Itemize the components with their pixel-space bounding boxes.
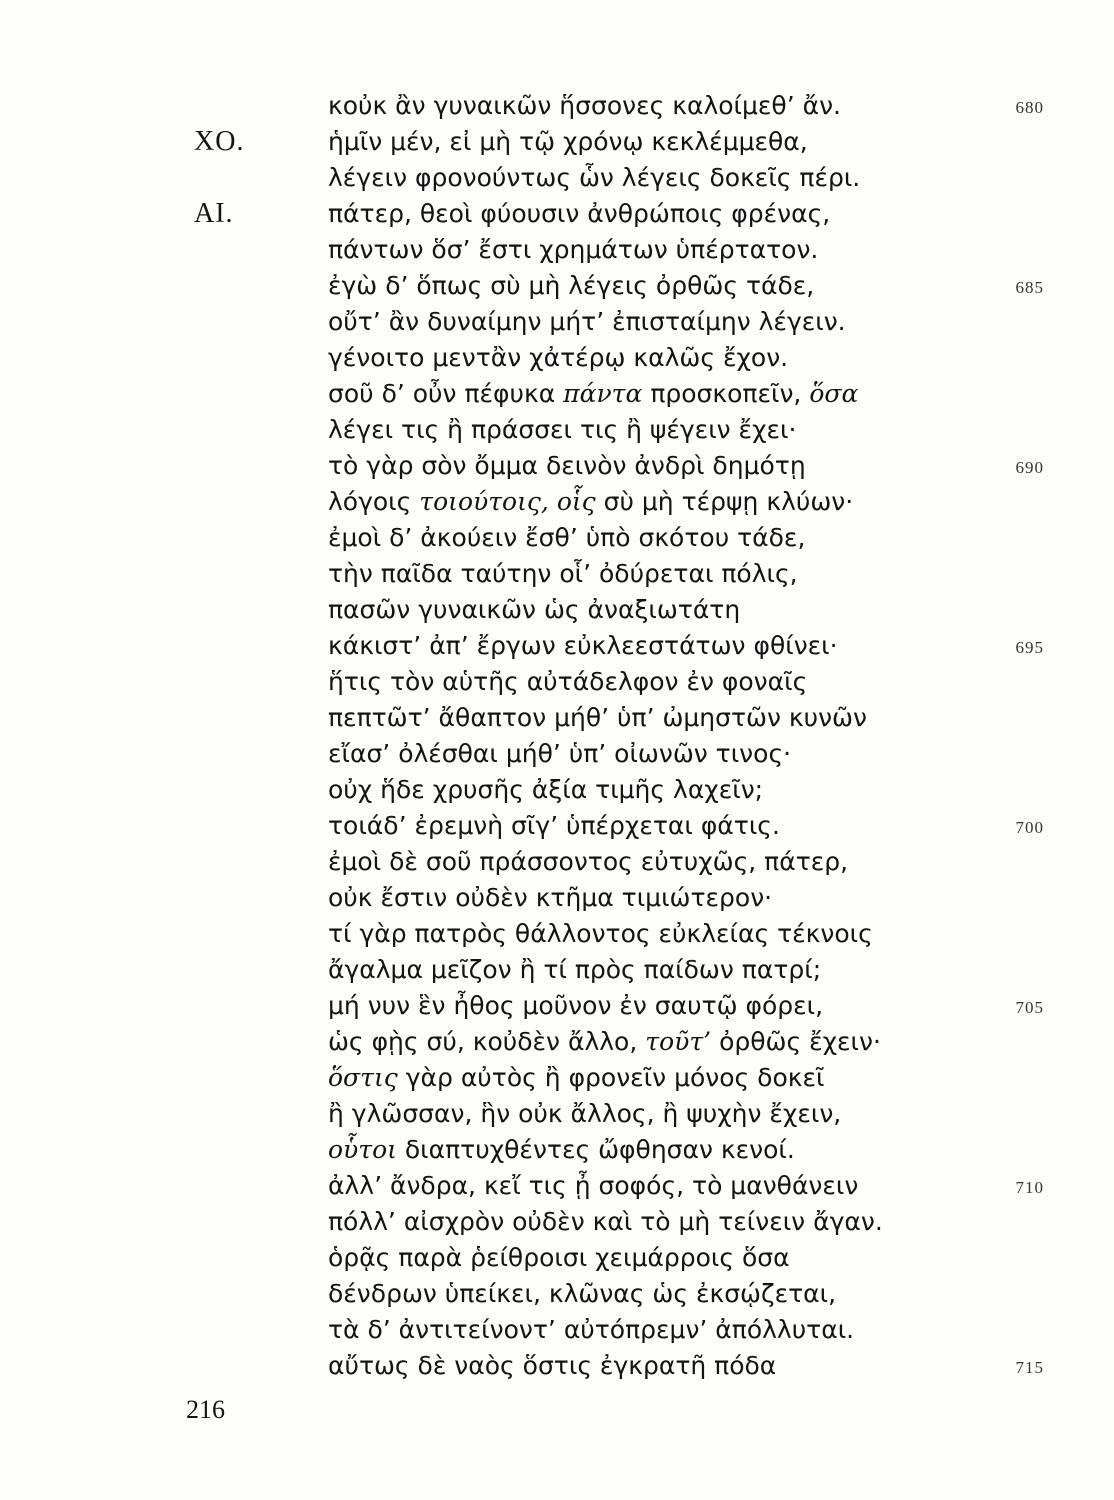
verse-line [0,88,1114,124]
verse-text: πασῶν γυναικῶν ὡς ἀναξιωτάτη [328,595,741,624]
verse-line [0,1024,1114,1060]
verse-line [0,520,1114,556]
verse-line [0,268,1114,304]
verse-text: οὐχ ἥδε χρυσῆς ἀξία τιμῆς λαχεῖν; [328,775,764,804]
verse-text: οὗτοι διαπτυχθέντες ὤφθησαν κενοί. [328,1135,795,1164]
verse-line [0,196,1114,232]
line-number: 690 [1015,458,1044,477]
verse-text: ἢ γλῶσσαν, ἣν οὐκ ἄλλος, ἢ ψυχὴν ἔχειν, [328,1099,842,1128]
verse-text: τὴν παῖδα ταύτην οἷ’ ὀδύρεται πόλις, [328,559,798,588]
verse-line [0,664,1114,700]
verse-line [0,232,1114,268]
verse-text: ἐμοὶ δ’ ἀκούειν ἔσθ’ ὑπὸ σκότου τάδε, [328,523,806,552]
verse-text: κοὐκ ἂν γυναικῶν ἥσσονες καλοίμεθ’ ἄν. [328,91,842,120]
verse-text: οὐκ ἔστιν οὐδὲν κτῆμα τιμιώτερον· [328,883,773,912]
page-number: 216 [186,1395,225,1424]
verse-line [0,808,1114,844]
line-number: 700 [1015,818,1044,837]
verse-text: πεπτῶτ’ ἄθαπτον μήθ’ ὑπ’ ὠμηστῶν κυνῶν [328,703,867,732]
verse-line [0,736,1114,772]
verse-text: γένοιτο μεντἂν χἀτέρῳ καλῶς ἔχον. [328,343,789,372]
verse-block [0,88,1114,1384]
line-number: 715 [1015,1358,1044,1377]
verse-line [0,484,1114,520]
verse-line [0,988,1114,1024]
verse-line [0,592,1114,628]
verse-line [0,772,1114,808]
verse-text: ὡς φῂς σύ, κοὐδὲν ἄλλο, τοῦτ’ ὀρθῶς ἔχειν· [328,1027,881,1056]
verse-text: εἴασ’ ὀλέσθαι μήθ’ ὑπ’ οἰωνῶν τινος· [328,739,792,768]
verse-line [0,628,1114,664]
verse-text: κάκιστ’ ἀπ’ ἔργων εὐκλεεστάτων φθίνει· [328,631,838,660]
verse-text: λέγει τις ἢ πράσσει τις ἢ ψέγειν ἔχει· [328,415,797,444]
verse-text: ὁρᾷς παρὰ ῥείθροισι χειμάρροις ὅσα [328,1243,790,1272]
verse-line [0,1348,1114,1384]
verse-text: τὰ δ’ ἀντιτείνοντ’ αὐτόπρεμν’ ἀπόλλυται. [328,1315,855,1344]
verse-text: λέγειν φρονούντως ὧν λέγεις δοκεῖς πέρι. [328,163,861,192]
speaker-label: ΑΙ. [194,198,234,229]
verse-line [0,124,1114,160]
verse-text: ἥτις τὸν αὑτῆς αὐτάδελφον ἐν φοναῖς [328,667,808,696]
verse-text: πάτερ, θεοὶ φύουσιν ἀνθρώποις φρένας, [328,199,831,228]
verse-text: σοῦ δ’ οὖν πέφυκα πάντα προσκοπεῖν, ὅσα [328,379,859,408]
verse-text: πόλλ’ αἰσχρὸν οὐδὲν καὶ τὸ μὴ τείνειν ἄγαν. [328,1207,883,1236]
verse-line [0,952,1114,988]
verse-line [0,1276,1114,1312]
verse-line [0,556,1114,592]
verse-line [0,880,1114,916]
verse-line [0,844,1114,880]
verse-line [0,1096,1114,1132]
line-number: 705 [1015,998,1044,1017]
speaker-label: ΧΟ. [194,126,245,157]
verse-line [0,340,1114,376]
verse-text: ἐγὼ δ’ ὅπως σὺ μὴ λέγεις ὀρθῶς τάδε, [328,271,815,300]
verse-text: τὸ γὰρ σὸν ὄμμα δεινὸν ἀνδρὶ δημότῃ [328,451,806,480]
verse-text: ἄγαλμα μεῖζον ἢ τί πρὸς παίδων πατρί; [328,955,822,984]
verse-text: ἐμοὶ δὲ σοῦ πράσσοντος εὐτυχῶς, πάτερ, [328,847,849,876]
verse-line [0,700,1114,736]
verse-line [0,916,1114,952]
verse-text: οὔτ’ ἂν δυναίμην μήτ’ ἐπισταίμην λέγειν. [328,307,846,336]
verse-line [0,1132,1114,1168]
line-number: 680 [1015,98,1044,117]
verse-text: λόγοις τοιούτοις, οἷς σὺ μὴ τέρψῃ κλύων· [328,487,854,516]
line-number: 695 [1015,638,1044,657]
verse-text: ἡμῖν μέν, εἰ μὴ τῷ χρόνῳ κεκλέμμεθα, [328,127,808,156]
verse-line [0,1312,1114,1348]
verse-text: τοιάδ’ ἐρεμνὴ σῖγ’ ὑπέρχεται φάτις. [328,811,780,840]
line-number: 685 [1015,278,1044,297]
verse-line [0,1060,1114,1096]
verse-line [0,448,1114,484]
verse-text: πάντων ὅσ’ ἔστι χρημάτων ὑπέρτατον. [328,235,819,264]
verse-line [0,412,1114,448]
verse-line [0,1204,1114,1240]
verse-text: τί γὰρ πατρὸς θάλλοντος εὐκλείας τέκνοις [328,919,873,948]
verse-text: αὔτως δὲ ναὸς ὅστις ἐγκρατῆ πόδα [328,1351,777,1380]
verse-line [0,1240,1114,1276]
verse-line [0,376,1114,412]
verse-text: δένδρων ὑπείκει, κλῶνας ὡς ἐκσῴζεται, [328,1279,837,1308]
verse-line [0,304,1114,340]
verse-text: μή νυν ἓν ἦθος μοῦνον ἐν σαυτῷ φόρει, [328,991,824,1020]
verse-line [0,160,1114,196]
line-number: 710 [1015,1178,1044,1197]
verse-text: ὅστις γὰρ αὐτὸς ἢ φρονεῖν μόνος δοκεῖ [328,1063,825,1092]
verse-line [0,1168,1114,1204]
verse-text: ἀλλ’ ἄνδρα, κεἴ τις ᾖ σοφός, τὸ μανθάνειν [328,1171,859,1200]
